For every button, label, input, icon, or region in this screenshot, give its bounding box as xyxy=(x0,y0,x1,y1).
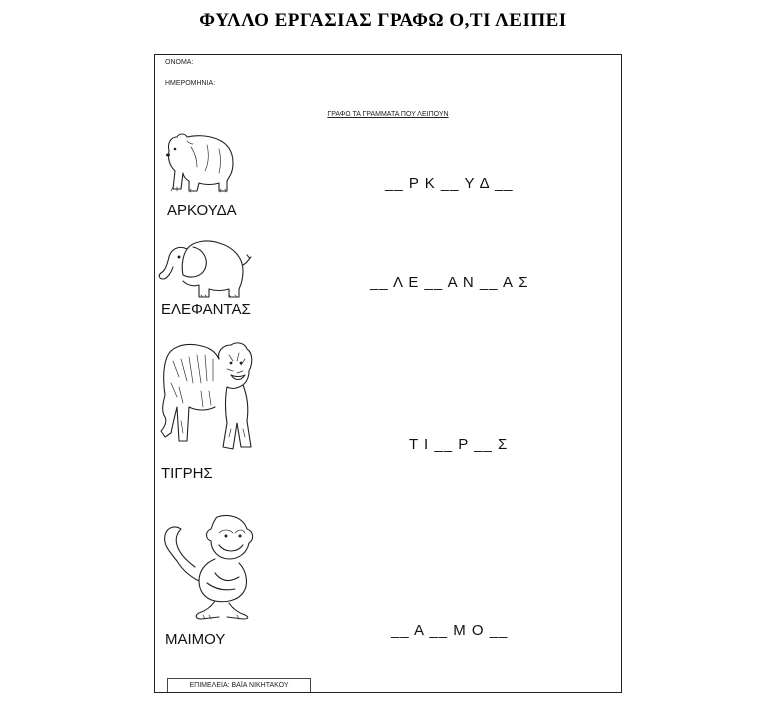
worksheet-sheet xyxy=(154,54,622,693)
name-label: ΟΝΟΜΑ: xyxy=(165,59,194,66)
missing-letters-elephant: __ Λ Ε __ Α Ν __ Α Σ xyxy=(370,274,529,291)
monkey-icon xyxy=(159,511,259,621)
animal-name-tiger: ΤΙΓΡΗΣ xyxy=(161,465,213,482)
missing-letters-monkey: __ Α __ Μ Ο __ xyxy=(391,622,509,639)
missing-letters-tiger: Τ Ι __ Ρ __ Σ xyxy=(409,436,509,453)
animal-name-bear: ΑΡΚΟΥΔΑ xyxy=(167,202,237,219)
animal-name-elephant: ΕΛΕΦΑΝΤΑΣ xyxy=(161,301,251,318)
missing-letters-bear: __ Ρ Κ __ Υ Δ __ xyxy=(385,175,514,192)
date-label: ΗΜΕΡΟΜΗΝΙΑ: xyxy=(165,80,216,87)
animal-name-monkey: ΜΑΙΜΟΥ xyxy=(165,631,226,648)
page-title: ΦΥΛΛΟ ΕΡΓΑΣΙΑΣ ΓΡΑΦΩ Ο,ΤΙ ΛΕΙΠΕΙ xyxy=(199,10,567,31)
instruction-text: ΓΡΑΦΩ ΤΑ ΓΡΑΜΜΑΤΑ ΠΟΥ ΛΕΙΠΟΥΝ xyxy=(327,111,449,118)
elephant-icon xyxy=(157,235,253,299)
tiger-icon xyxy=(157,337,257,455)
credit-box: ΕΠΙΜΕΛΕΙΑ: ΒΑΪΑ ΝΙΚΗΤΑΚΟΥ xyxy=(167,678,311,692)
bear-icon xyxy=(161,129,237,195)
